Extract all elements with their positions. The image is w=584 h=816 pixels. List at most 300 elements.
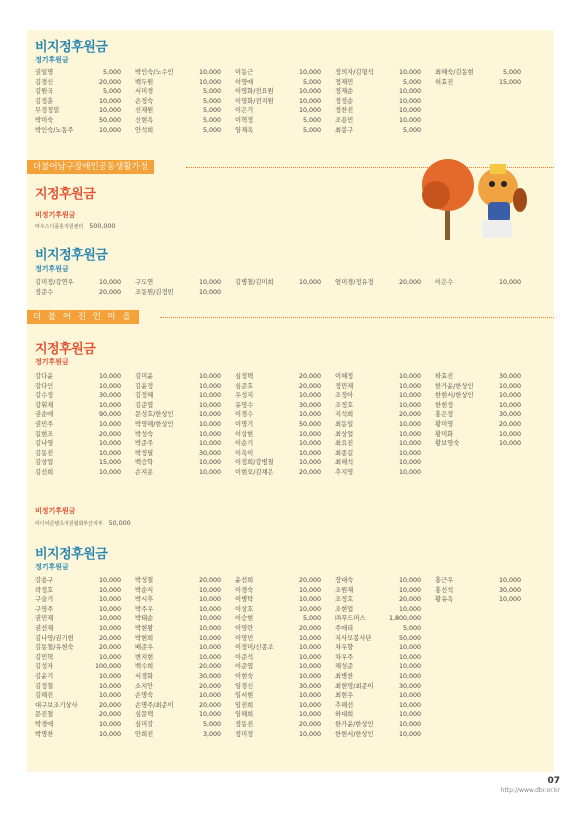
donor-amount: 20,000 [198,682,221,690]
donor-name: 조용민 [335,116,354,124]
donor-amount: 10,000 [98,468,121,476]
donor-amount: 20,000 [298,577,321,584]
donor-name: 허효진 [435,78,454,86]
donor-amount: 10,000 [398,663,421,671]
donor-amount: 10,000 [198,634,221,642]
donor-amount: 5,000 [202,116,221,124]
heading-designated-1: 지정후원금 [35,187,96,202]
donor-name: 구슬기 [35,596,54,604]
donor-row [35,78,535,88]
donor-name: 변지현 [135,653,154,661]
donor-amount: 10,000 [398,69,421,76]
donor-name: 정준수 [35,288,54,296]
donor-name: 이영란 [235,624,254,632]
donor-amount: 10,000 [298,596,321,604]
donor-name: 정미정 [235,730,254,738]
donor-amount: 10,000 [98,420,121,428]
donor-row [35,458,535,468]
donor-amount: 15,000 [498,78,521,86]
donor-amount: 20,000 [298,624,321,632]
donor-amount: 20,000 [298,468,321,476]
donor-amount: 20,000 [398,411,421,419]
donor-amount: 3,000 [202,730,221,738]
donor-amount: 30,000 [298,682,321,690]
donor-name: 박인숙/노동주 [35,126,74,134]
donor-name: 한현서/한상인 [335,730,374,738]
donor-amount: 10,000 [398,430,421,438]
donor-row [35,430,535,440]
donor-amount: 10,000 [298,440,321,448]
donor-amount: 10,000 [198,644,221,652]
donor-name: 정동진 [235,720,254,728]
donor-amount: 10,000 [298,459,321,467]
tiger-tree-illustration [418,140,528,250]
donor-amount: 10,000 [198,615,221,623]
donor-amount: 30,000 [498,373,521,380]
donor-amount: 20,000 [198,663,221,671]
donor-name: 이영화/전요원 [235,88,274,96]
donor-name: 유영수 [235,401,254,409]
donor-amount [481,624,535,634]
donor-name: 이영민 [235,634,254,642]
donor-name: 김경신 [35,78,54,86]
donor-row [35,410,535,420]
donor-name: 김동진 [35,449,54,457]
donor-name: 임경신 [235,682,254,690]
donor-amount: 10,000 [198,692,221,700]
sub-regular-3: 정기후원금 [35,358,69,366]
donor-name: 주애리 [335,624,354,632]
donor-amount [481,720,535,730]
donor-name: 심준호 [235,382,254,390]
donor-name [435,126,481,136]
donor-name: 이병탁 [235,596,254,604]
donor-name: 이준엽 [235,663,254,671]
donor-amount: 10,000 [98,449,121,457]
donor-name [235,288,281,298]
donor-name [435,106,481,116]
donor-name: 홍선석 [435,586,454,594]
donor-amount: 10,000 [98,279,121,286]
donor-amount: 20,000 [498,420,521,428]
donor-row [35,643,535,653]
donor-name: 안희진 [135,730,154,738]
donor-amount: 10,000 [198,373,221,380]
donor-name: 이상현 [235,430,254,438]
donor-name: 이순기 [235,440,254,448]
donor-amount [481,116,535,126]
donor-amount: 10,000 [398,711,421,719]
donor-name: 권선재 [35,624,54,632]
donor-amount: 5,000 [402,78,421,86]
donor-amount [481,449,535,459]
donor-amount: 50,000 [298,420,321,428]
donor-amount: 10,000 [398,107,421,115]
donor-amount: 20,000 [98,634,121,642]
donor-row [35,372,535,382]
donor-row [35,391,535,401]
donor-name: 박영해/한상인 [135,420,174,428]
donor-amount: 5,000 [302,126,321,134]
donor-row [35,662,535,672]
donor-amount: 10,000 [398,440,421,448]
donor-amount: 10,000 [298,586,321,594]
donor-row [35,614,535,624]
donor-table-2 [35,278,535,297]
donor-name: 이은수 [435,279,454,286]
donor-amount: 10,000 [98,97,121,105]
donor-row [35,420,535,430]
donor-name: 이명기 [235,420,254,428]
donor-name: 황보영숙 [435,440,460,448]
donor-amount: 10,000 [498,577,521,584]
donor-amount: 10,000 [98,615,121,623]
donor-amount: 20,000 [298,373,321,380]
donor-name [435,614,481,624]
donor-name: 김윤정 [135,382,154,390]
donor-amount: 10,000 [198,420,221,428]
donor-amount: 5,000 [302,615,321,623]
donor-amount: 20,000 [98,430,121,438]
donor-amount: 5,000 [102,88,121,96]
donor-amount: 10,000 [98,126,121,134]
page-number: 07 [547,776,560,786]
donor-amount: 10,000 [298,88,321,96]
donor-name: 홍은정 [435,411,454,419]
donor-amount: 10,000 [398,730,421,738]
donor-name: 정재민 [335,78,354,86]
donor-name: 지사모봉사단 [335,634,372,642]
donor-amount [481,468,535,478]
donor-name: 채성준 [335,663,354,671]
donor-name: 강휘재 [35,401,54,409]
donor-amount: 10,000 [398,88,421,96]
donor-table-3 [35,372,535,478]
donor-name: 박경애 [35,720,54,728]
donor-name: 이현오/김채은 [235,468,274,476]
donor-row [35,468,535,478]
donor-name: 서미경 [135,88,154,96]
donor-amount: 30,000 [98,392,121,400]
donor-name: 김선희 [35,468,54,476]
donor-name: 강수정 [35,392,54,400]
donor-amount [281,288,335,298]
donor-name: 신재원 [135,107,154,115]
donor-name [435,672,481,682]
donor-amount: 10,000 [498,596,521,604]
sub-regular-1: 정기후원금 [35,56,69,64]
donor-name: 이승현 [235,615,254,623]
donor-name [435,662,481,672]
donor-amount: 20,000 [98,644,121,652]
dotted-divider-2 [160,317,554,318]
donor-name: 손명숙 [135,692,154,700]
donor-name [435,288,481,298]
donor-name: 김해진 [35,692,54,700]
donor-name: 박현왕 [135,624,154,632]
donor-name: 김병철/김미희 [235,279,274,286]
sub-irregular-1: 비정기후원금 [35,211,76,219]
donor-name: 백수희 [135,663,154,671]
donor-amount: 10,000 [198,711,221,719]
donor-name: 권민주 [35,420,54,428]
donor-name: 이은기 [235,107,254,115]
donor-amount: 10,000 [398,468,421,476]
donor-name: 박순식 [135,586,154,594]
donor-amount [481,614,535,624]
donor-amount: 10,000 [398,449,421,457]
donor-amount: 50,000 [98,116,121,124]
donor-amount: 10,000 [198,430,221,438]
donor-name: 대구보조기상사 [35,701,78,709]
donor-name: 추해선 [335,701,354,709]
donor-name [435,710,481,720]
donor-name: 백두원 [135,78,154,86]
donor-amount: 10,000 [298,430,321,438]
donor-name: 이정희/강병철 [235,459,274,467]
donor-name: 황유옥 [435,596,454,604]
donor-name [435,605,481,615]
donor-name: 최현우 [335,692,354,700]
heading-designated-2: 지정후원금 [35,342,96,357]
donor-name: ㈜푸드머스 [335,615,366,623]
donor-name: 이상호 [235,605,254,613]
donor-amount: 10,000 [398,720,421,728]
donor-name: 소지안 [135,682,154,690]
donor-amount: 10,000 [98,107,121,115]
donor-row [35,730,535,740]
donor-amount: 10,000 [298,692,321,700]
donor-name: 최봉구 [335,126,354,134]
donor-name [435,682,481,692]
sub-regular-4: 정기후원금 [35,563,69,571]
donor-name: 박명찬 [35,730,54,738]
donor-name: 안석희 [135,126,154,134]
donor-name: 심미강 [135,720,154,728]
donor-amount [481,288,535,298]
donor-amount: 10,000 [298,449,321,457]
donor-name: 김정혜 [135,392,154,400]
donor-name: 곽정호 [35,586,54,594]
donor-name: 박시후 [135,596,154,604]
donor-name: 강다인 [35,382,54,390]
donor-name: 김상업 [35,459,54,467]
donor-amount [481,691,535,701]
donor-amount: 10,000 [298,392,321,400]
donor-amount: 10,000 [398,401,421,409]
sub-regular-2: 정기후원금 [35,265,69,273]
donor-name: 심문택 [135,711,154,719]
donor-amount: 10,000 [398,373,421,380]
donor-amount [481,87,535,97]
donor-amount: 10,000 [198,586,221,594]
donor-row [35,624,535,634]
donor-amount: 10,000 [98,440,121,448]
donor-amount: 10,000 [298,107,321,115]
heading-undesignated-3: 비지정후원금 [35,547,108,562]
donor-row [35,68,535,78]
donor-amount: 10,000 [498,440,521,448]
donor-name [435,634,481,644]
donor-name: 김준엽 [135,401,154,409]
donor-name: 박성숙 [135,430,154,438]
donor-name [435,624,481,634]
donor-amount [481,730,535,740]
donor-amount: 30,000 [498,586,521,594]
donor-name: 조정아 [335,392,354,400]
donor-name [435,730,481,740]
donor-name: 손지운 [135,468,154,476]
donor-name: 이동근 [235,69,254,76]
donor-name: 정의자/김형석 [335,69,374,76]
donor-name: 정재순 [335,88,354,96]
irregular-donor-1: 마우스디플롯지원센터 500,000 [35,223,116,230]
donor-amount: 10,000 [198,459,221,467]
donor-name [435,701,481,711]
donor-amount [481,643,535,653]
donor-name [435,449,481,459]
donor-name: 김윤기 [35,672,54,680]
donor-amount: 10,000 [198,382,221,390]
donor-name: 한현정 [435,401,454,409]
donor-row [35,634,535,644]
donor-amount: 10,000 [298,605,321,613]
donor-name: 정찬진 [335,107,354,115]
donor-amount: 20,000 [98,701,121,709]
donor-amount: 1,800,000 [388,615,421,623]
donor-row [35,288,535,298]
donor-name: 구영주 [35,605,54,613]
donor-name: 차우주 [335,653,354,661]
donor-amount: 15,000 [98,459,121,467]
donor-amount: 20,000 [98,711,121,719]
donor-amount: 30,000 [498,411,521,419]
donor-amount: 10,000 [98,586,121,594]
donor-name: 문성호/한상인 [135,411,174,419]
donor-amount: 50,000 [398,634,421,642]
donor-name: 백승학 [135,459,154,467]
donor-amount: 10,000 [198,78,221,86]
donor-row [35,605,535,615]
donor-amount: 20,000 [198,701,221,709]
donor-name: 이준석 [235,653,254,661]
donor-amount [481,634,535,644]
donor-name: 권민재 [35,615,54,623]
heading-undesignated-1: 비지정후원금 [35,40,108,55]
footer-url: http://www.dbr.or.kr [500,787,560,794]
donor-name [335,288,381,298]
donor-amount: 10,000 [398,420,421,428]
donor-name: 손정숙 [135,97,154,105]
donor-name: 조정호 [335,596,354,604]
donor-amount: 10,000 [98,373,121,380]
donor-amount: 10,000 [398,672,421,680]
donor-name [435,87,481,97]
donor-amount: 10,000 [98,401,121,409]
donor-name: 황미영 [435,420,454,428]
donor-amount: 10,000 [398,605,421,613]
donor-name: 김나영 [35,440,54,448]
donor-name: 신현옥 [135,116,154,124]
donor-row [35,106,535,116]
donor-amount [481,672,535,682]
donor-name: 심정택 [235,373,254,380]
donor-amount: 10,000 [198,401,221,409]
donor-name: 강용구 [35,577,54,584]
banner-village: 더 불 어 진 인 마 을 [27,310,139,324]
donor-amount: 10,000 [498,401,521,409]
donor-name: 차우향 [335,644,354,652]
donor-amount: 10,000 [398,644,421,652]
donor-row [35,439,535,449]
donor-amount [481,458,535,468]
donor-name: 지석희 [335,411,354,419]
donor-amount: 30,000 [298,401,321,409]
donor-amount: 20,000 [298,382,321,390]
donor-amount: 10,000 [98,720,121,728]
donor-name: 우성지 [235,392,254,400]
donor-name: 이정미/신종조 [235,644,274,652]
donor-name: 임해희 [235,711,254,719]
donor-name: 한가윤/한상인 [335,720,374,728]
donor-amount: 10,000 [198,279,221,286]
donor-name: 임서현 [235,692,254,700]
donor-amount [381,288,435,298]
heading-undesignated-2: 비지정후원금 [35,248,108,263]
donor-amount: 5,000 [102,69,121,76]
donor-amount: 10,000 [98,672,121,680]
donor-name: 박인숙/노수인 [135,69,174,76]
donor-name: 이경숙 [235,586,254,594]
donor-name: 엄미경/정유정 [335,279,374,286]
donor-amount: 10,000 [98,682,121,690]
donor-amount [481,710,535,720]
donor-name: 최동일 [335,420,354,428]
donor-row [35,126,535,136]
donor-name: 김미정/강연우 [35,279,74,286]
donor-name [435,116,481,126]
donor-name: 이옥이 [235,449,254,457]
sub-irregular-2: 비정기후원금 [35,507,76,515]
donor-amount: 30,000 [398,682,421,690]
donor-name: 권순애 [35,411,54,419]
donor-row [35,672,535,682]
donor-amount [481,682,535,692]
donor-name: 추지영 [335,468,354,476]
donor-amount: 10,000 [198,653,221,661]
donor-amount: 10,000 [98,382,121,390]
donor-name: 하효진 [435,373,454,380]
donor-amount: 10,000 [398,116,421,124]
donor-amount: 20,000 [198,577,221,584]
donor-amount: 10,000 [198,411,221,419]
donor-amount: 10,000 [98,605,121,613]
donor-amount: 10,000 [298,653,321,661]
donor-name: 손명주/최준이 [135,701,174,709]
donor-amount: 10,000 [298,97,321,105]
donor-row [35,691,535,701]
donor-name: 하대희 [335,711,354,719]
donor-name: 이혁정 [235,116,254,124]
donor-row [35,576,535,586]
donor-amount: 10,000 [298,69,321,76]
donor-name [435,720,481,730]
donor-amount [481,701,535,711]
donor-amount: 100,000 [94,663,121,671]
donor-amount: 20,000 [298,720,321,728]
donor-name: 길현조 [35,430,54,438]
donor-amount: 10,000 [298,711,321,719]
